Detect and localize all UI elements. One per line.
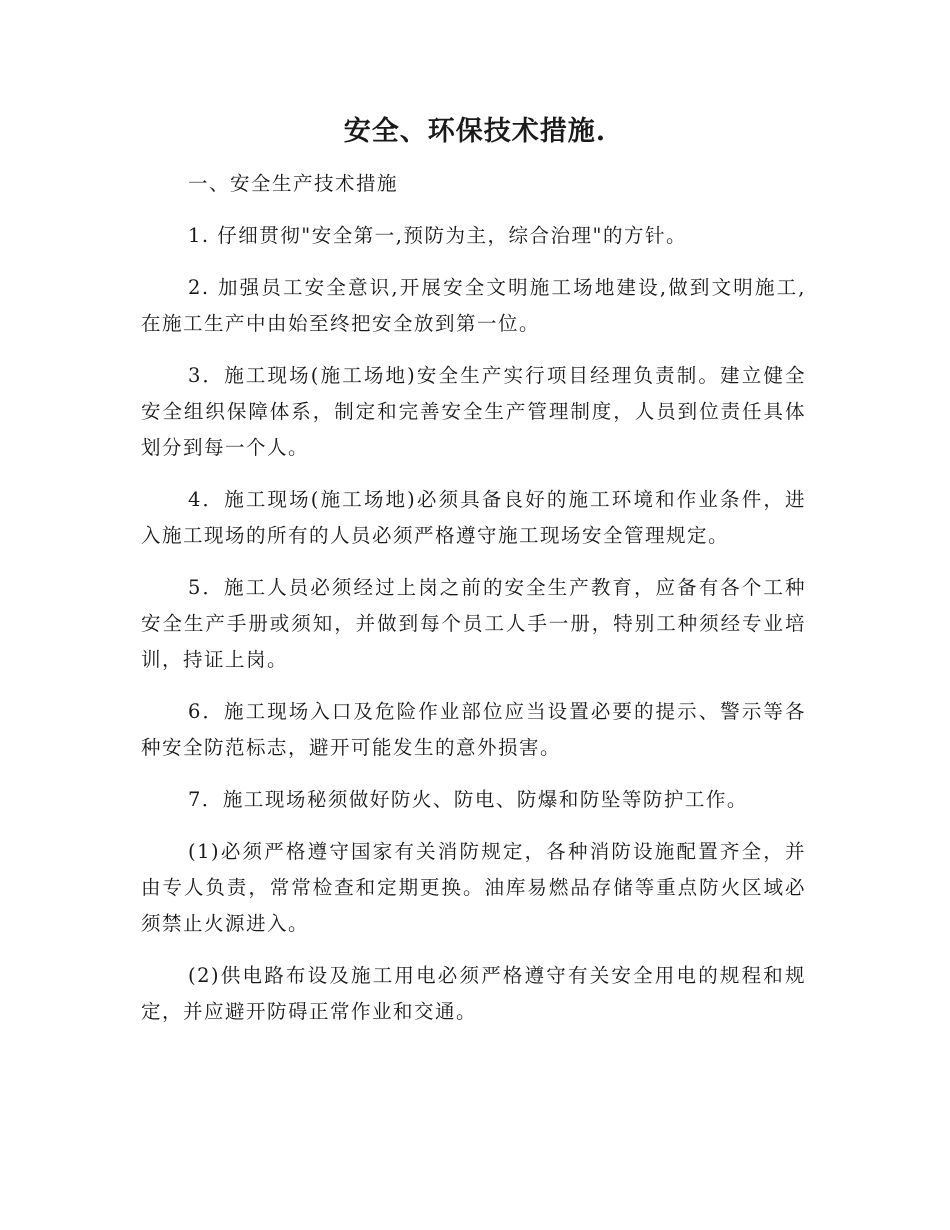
subparagraph-2: (2)供电路布设及施工用电必须严格遵守有关安全用电的规程和规定，并应避开防碍正常作业和交通。	[141, 964, 806, 1023]
paragraph-1: 1. 仔细贯彻"安全第一,预防为主，综合治理"的方针。	[188, 224, 687, 247]
subparagraph-1: (1)必须严格遵守国家有关消防规定，各种消防设施配置齐全，并由专人负责，常常检查和定期更换。油库易燃品存储等重点防火区域必须禁止火源进入。	[141, 840, 806, 935]
document-body	[141, 166, 806, 1046]
paragraph-6: 6．施工现场入口及危险作业部位应当设置必要的提示、警示等各种安全防范标志，避开可能发生的意外损害。	[141, 700, 806, 759]
section-heading: 一、安全生产技术措施	[188, 172, 399, 195]
paragraph-7: 7．施工现场秘须做好防火、防电、防爆和防坠等防护工作。	[188, 788, 748, 811]
paragraph-2: 2. 加强员工安全意识,开展安全文明施工场地建设,做到文明施工,在施工生产中由始至终把安全放到第一位。	[141, 276, 806, 335]
paragraph-5: 5．施工人员必须经过上岗之前的安全生产教育，应备有各个工种安全生产手册或须知，并做到每个员工人手一册，特别工种须经专业培训，持证上岗。	[141, 576, 806, 671]
paragraph-4: 4．施工现场(施工场地)必须具备良好的施工环境和作业条件，进入施工现场的所有的人员必须严格遵守施工现场安全管理规定。	[141, 488, 806, 547]
document-title: 安全、环保技术措施.	[343, 116, 607, 147]
paragraph-3: 3．施工现场(施工场地)安全生产实行项目经理负责制。建立健全安全组织保障体系，制定和完善安全生产管理制度，人员到位责任具体划分到每一个人。	[141, 364, 806, 459]
